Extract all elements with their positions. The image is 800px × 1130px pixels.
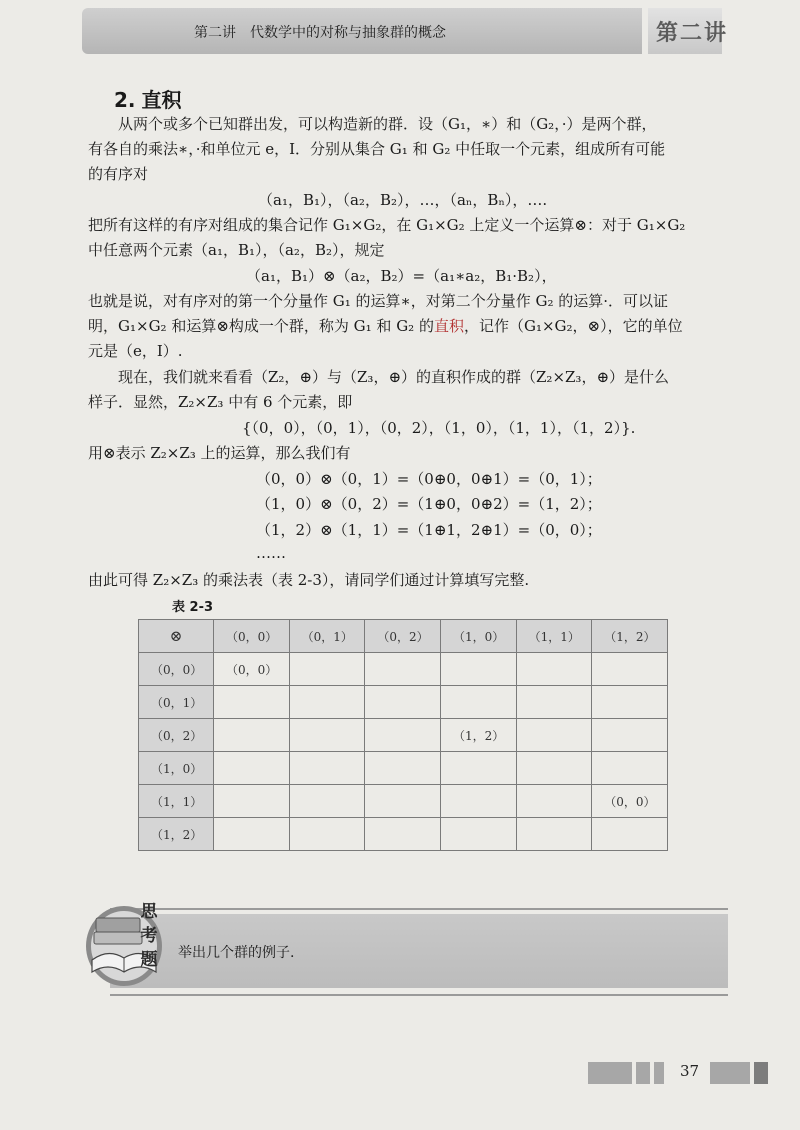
table-cell [440, 653, 516, 686]
table-cell [365, 719, 441, 752]
table-row [139, 653, 668, 686]
table-cell [365, 785, 441, 818]
table-cell [516, 653, 592, 686]
row-header: （1，0） [139, 752, 214, 785]
table-caption: 表 2-3 [172, 600, 214, 615]
footer-bar [636, 1062, 650, 1084]
paragraph-line: 中任意两个元素（a₁，B₁），（a₂，B₂），规定 [88, 241, 385, 259]
column-header: （0，0） [214, 620, 290, 653]
column-header: （1，0） [440, 620, 516, 653]
equation: （a₁，B₁），（a₂，B₂），…，（aₙ，Bₙ），…. [258, 191, 548, 209]
paragraph-line: 现在，我们就来看看（Z₂，⊕）与（Z₃，⊕）的直积作成的群（Z₂×Z₃，⊕）是什么 [118, 368, 670, 386]
term-direct-product: 直积 [433, 317, 464, 335]
table-cell [440, 785, 516, 818]
column-header: （1，1） [516, 620, 592, 653]
table-cell [592, 719, 668, 752]
table-cell [289, 818, 365, 851]
row-header: （1，2） [139, 818, 214, 851]
table-cell [592, 686, 668, 719]
table-cell [592, 752, 668, 785]
table-cell [289, 686, 365, 719]
table-cell [289, 653, 365, 686]
table-cell [365, 653, 441, 686]
table-cell [365, 752, 441, 785]
table-row [139, 719, 668, 752]
paragraph-line: 由此可得 Z₂×Z₃ 的乘法表（表 2-3），请同学们通过计算填写完整. [88, 571, 530, 589]
paragraph-line: 用⊗表示 Z₂×Z₃ 上的运算，那么我们有 [88, 444, 351, 462]
equation: （1，0）⊗（0，2）=（1⊕0，0⊕2）=（1，2）； [256, 495, 602, 513]
table-cell [516, 686, 592, 719]
table-cell [365, 818, 441, 851]
footer-bar [588, 1062, 632, 1084]
table-cell [592, 818, 668, 851]
think-badge [134, 900, 164, 976]
chapter-tab [648, 8, 729, 54]
equation: （1，2）⊗（1，1）=（1⊕1，2⊕1）=（0，0）； [256, 521, 602, 539]
text-run: 明，G₁×G₂ 和运算⊗构成一个群，称为 G₁ 和 G₂ 的 [88, 317, 434, 335]
think-badge-char: 考 [140, 926, 158, 946]
table-row [139, 818, 668, 851]
table-cell [214, 719, 290, 752]
paragraph-line: 把所有这样的有序对组成的集合记作 G₁×G₂，在 G₁×G₂ 上定义一个运算⊗：对于 G₁×G₂ [88, 216, 686, 234]
table-cell [289, 719, 365, 752]
paragraph-line: 从两个或多个已知群出发，可以构造新的群．设（G₁，∗）和（G₂，·）是两个群， [118, 115, 657, 133]
column-header: （0，1） [289, 620, 365, 653]
table-cell [440, 752, 516, 785]
table-cell: （1，2） [440, 719, 516, 752]
paragraph-line [88, 316, 683, 336]
section-title: 直积 [141, 88, 182, 112]
paragraph-line: 有各自的乘法∗，·和单位元 e，I．分别从集合 G₁ 和 G₂ 中任取一个元素，组成所有可能 [88, 140, 666, 158]
page-number: 37 [680, 1062, 700, 1080]
row-header: （0，1） [139, 686, 214, 719]
paragraph-line: 的有序对 [88, 165, 149, 183]
table-cell [214, 752, 290, 785]
paragraph-line: 也就是说，对有序对的第一个分量作 G₁ 的运算∗，对第二个分量作 G₂ 的运算·．可以证 [88, 292, 669, 310]
page-header [82, 8, 729, 54]
table-cell [516, 785, 592, 818]
table-cell: （0，0） [214, 653, 290, 686]
equation: （0，0）⊗（0，1）=（0⊕0，0⊕1）=（0，1）； [256, 470, 602, 488]
table-row [139, 752, 668, 785]
paragraph-line: 样子．显然，Z₂×Z₃ 中有 6 个元素，即 [88, 393, 353, 411]
footer-bar [754, 1062, 768, 1084]
table-row [139, 686, 668, 719]
text-run: ，记作（G₁×G₂，⊗），它的单位 [463, 317, 683, 335]
multiplication-table [138, 619, 668, 851]
row-header: （1，1） [139, 785, 214, 818]
equation: {（0，0），（0，1），（0，2），（1，0），（1，1），（1，2）}. [242, 419, 636, 437]
table-cell [516, 818, 592, 851]
table-row [139, 785, 668, 818]
paragraph-line: 元是（e，I）. [88, 342, 183, 360]
table-cell [365, 686, 441, 719]
table-cell [289, 785, 365, 818]
table-cell [516, 752, 592, 785]
equation: （a₁，B₁）⊗（a₂，B₂）=（a₁∗a₂，B₁·B₂）， [246, 267, 557, 285]
section-number: 2. [114, 88, 136, 112]
table-cell: （0，0） [592, 785, 668, 818]
think-badge-char: 题 [140, 950, 158, 970]
chapter-tab-label: 第二讲 [656, 21, 729, 46]
footer-bar [710, 1062, 750, 1084]
row-header: （0，0） [139, 653, 214, 686]
header-title: 第二讲 代数学中的对称与抽象群的概念 [194, 25, 446, 41]
table-cell [214, 785, 290, 818]
table-cell [440, 686, 516, 719]
table-cell [592, 653, 668, 686]
table-cell [440, 818, 516, 851]
ellipsis: …… [256, 544, 286, 562]
think-box-bottom-rule [110, 994, 728, 996]
table-header-row [139, 620, 668, 653]
think-badge-char: 思 [140, 902, 158, 922]
think-box-top-rule [110, 908, 728, 910]
footer-bar [654, 1062, 664, 1084]
table-cell [516, 719, 592, 752]
column-header: （0，2） [365, 620, 441, 653]
table-cell [289, 752, 365, 785]
table-corner-cell: ⊗ [139, 620, 214, 653]
think-question: 举出几个群的例子. [178, 945, 295, 961]
table-cell [214, 818, 290, 851]
row-header: （0，2） [139, 719, 214, 752]
section-heading [114, 84, 182, 113]
column-header: （1，2） [592, 620, 668, 653]
table-cell [214, 686, 290, 719]
